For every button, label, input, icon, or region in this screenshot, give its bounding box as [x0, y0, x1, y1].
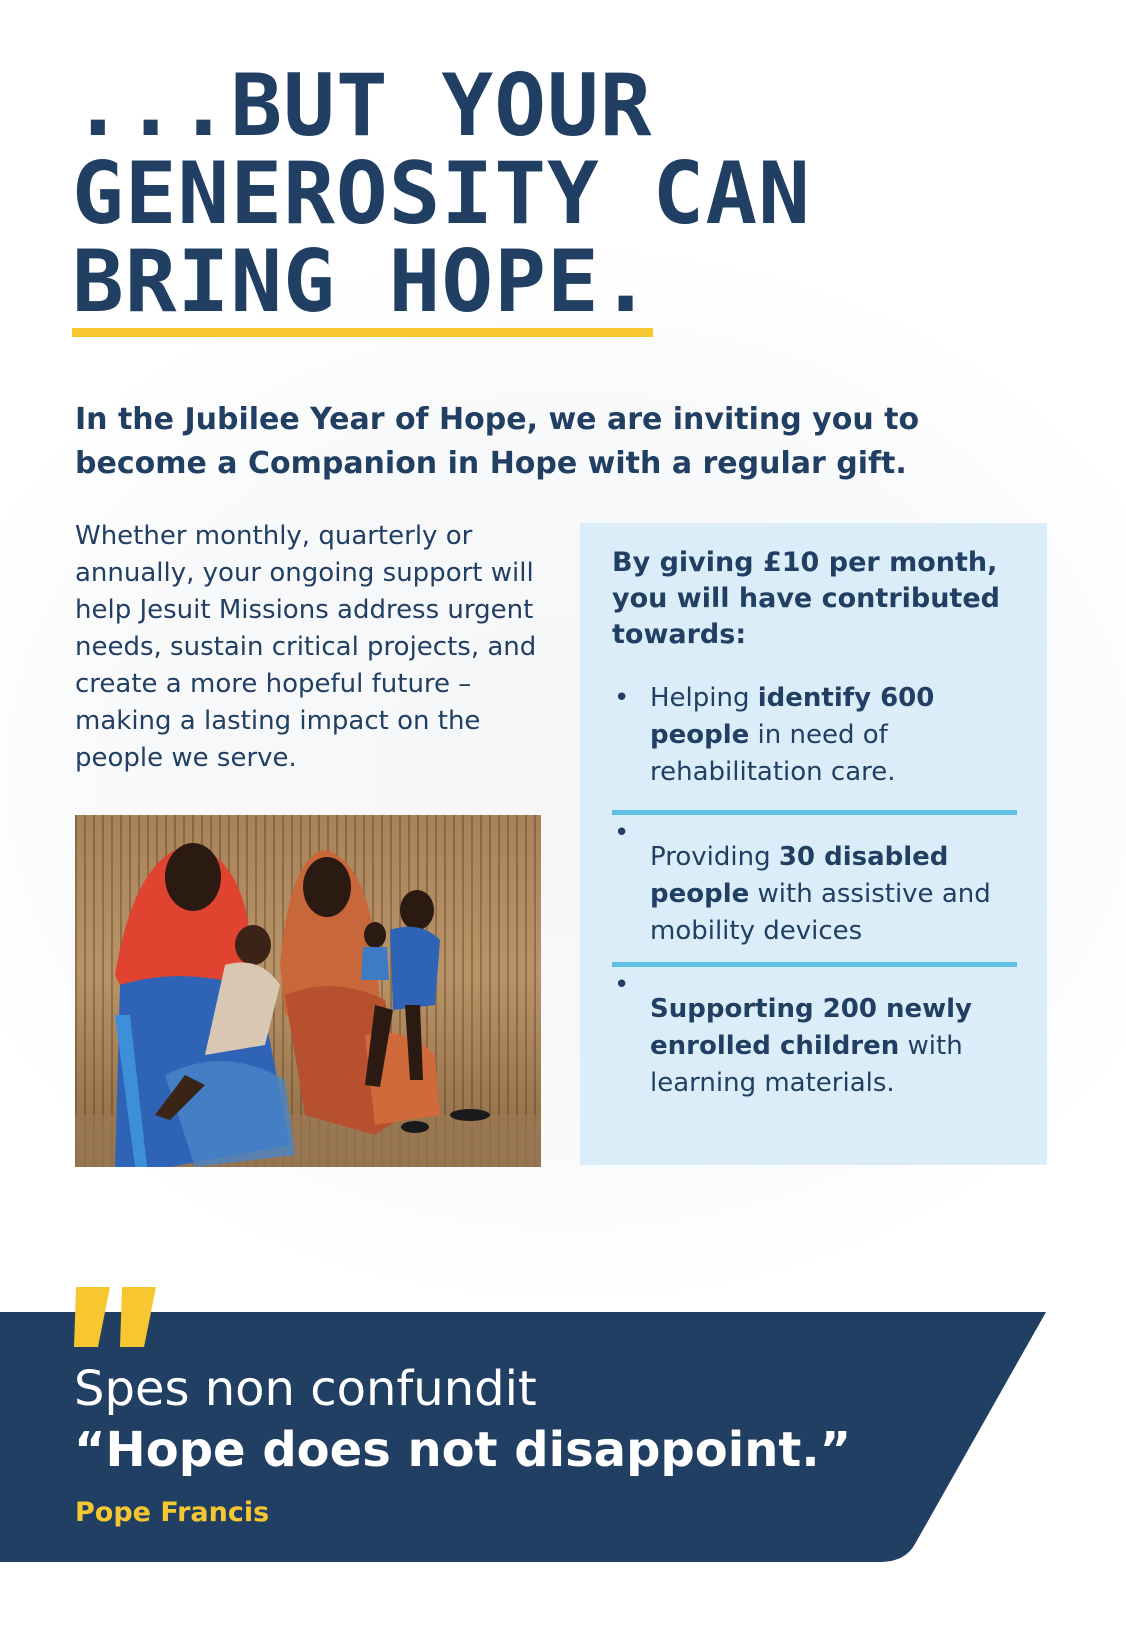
- intro-paragraph: In the Jubilee Year of Hope, we are inviting you to become a Companion in Hope with a regular gift.: [75, 402, 920, 481]
- quote-author: Pope Francis: [75, 1497, 270, 1528]
- quote-latin: Spes non confundit: [74, 1361, 537, 1417]
- impact-item-pre: Providing: [650, 842, 779, 872]
- photo-illustration: [75, 815, 541, 1167]
- impact-item-post: in need of rehabilitation care.: [650, 720, 896, 787]
- impact-item-bold: Supporting 200 newly enrolled children: [650, 994, 973, 1061]
- impact-item-pre: Helping: [650, 683, 758, 713]
- impact-item-post: with learning materials.: [650, 1031, 963, 1098]
- impact-item-rehabilitation: [612, 680, 1017, 810]
- impact-item-post: with assistive and mobility devices: [650, 879, 991, 946]
- quote-mark-icon: [74, 1287, 158, 1351]
- info-box-heading: [612, 545, 1012, 653]
- body-paragraph: Whether monthly, quarterly or annually, your ongoing support will help Jesuit Missions address urgent needs, sustain critical projects, and create a more hopeful future – making a lasting impact on the people we serve.: [75, 521, 537, 773]
- impact-item-bold: identify 600 people: [650, 683, 935, 750]
- impact-info-box: [580, 523, 1047, 1165]
- quote-text: “Hope does not disappoint.”: [74, 1422, 852, 1478]
- info-lead-b: per month, you will have contributed towards:: [612, 547, 1000, 650]
- impact-item-learning: [612, 967, 1017, 1102]
- impact-item-bold: 30 disabled people: [650, 842, 949, 909]
- impact-item-devices: [612, 815, 1017, 962]
- headline-line-3: BRING HOPE.: [72, 238, 653, 337]
- page-headline: [72, 56, 811, 337]
- mothers-and-children-photo: [75, 815, 541, 1167]
- impact-list: [612, 680, 1017, 1102]
- headline-line-2: GENEROSITY CAN: [72, 144, 811, 244]
- headline-line-1: ...BUT YOUR: [72, 56, 653, 156]
- info-lead-a: By giving: [612, 547, 763, 578]
- info-lead-amount: £10: [762, 547, 820, 578]
